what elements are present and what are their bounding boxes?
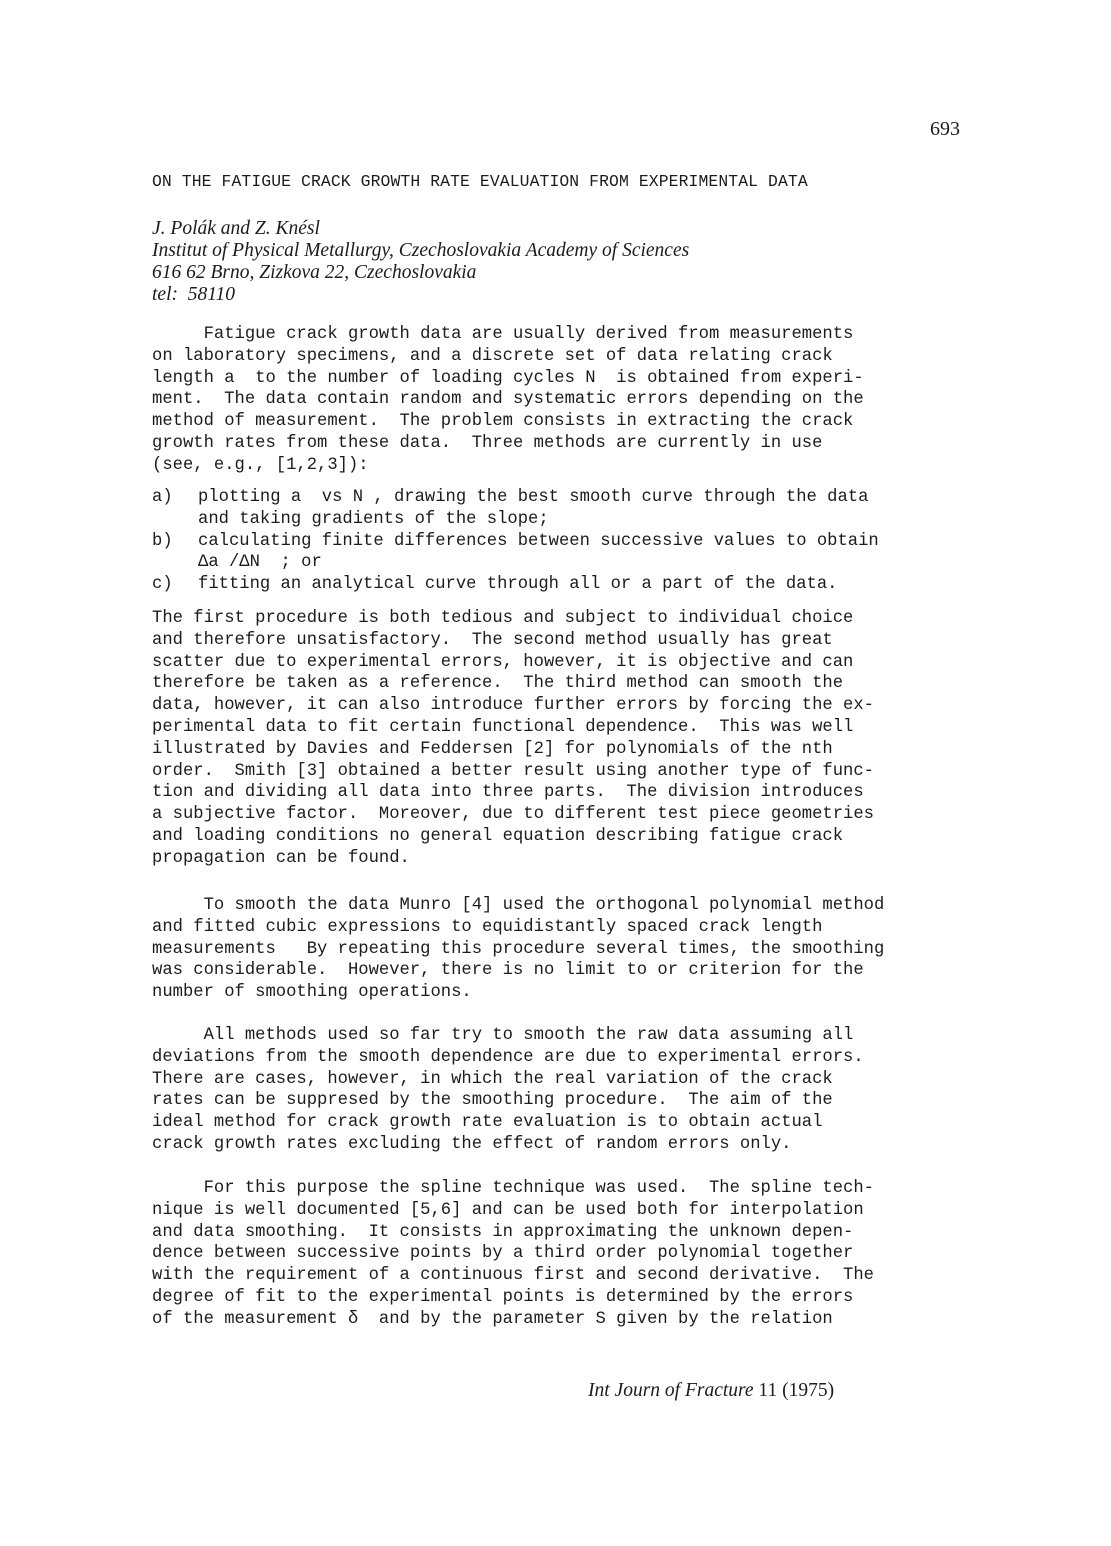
list-item-c <box>152 574 952 596</box>
text-line: rates can be suppresed by the smoothing procedure. The aim of the <box>152 1091 833 1111</box>
text-line: Fatigue crack growth data are usually derived from measurements <box>152 325 854 344</box>
text-line: with the requirement of a continuous first and second derivative. The <box>152 1266 874 1286</box>
paragraph-spline-technique <box>152 1178 952 1331</box>
methods-list <box>152 487 952 596</box>
text-line: and fitted cubic expressions to equidistantly spaced crack length <box>152 917 823 937</box>
paper-title: ON THE FATIGUE CRACK GROWTH RATE EVALUATION FROM EXPERIMENTAL DATA <box>152 172 808 191</box>
text-line: crack growth rates excluding the effect of random errors only. <box>152 1134 792 1154</box>
text-line: measurements By repeating this procedure several times, the smoothing <box>152 939 885 959</box>
text-line: Δa /ΔN ; or <box>198 553 322 573</box>
text-line: perimental data to fit certain functional dependence. This was well <box>152 717 854 737</box>
author-address: 616 62 Brno, Zizkova 22, Czechoslovakia <box>152 262 477 283</box>
text-line: and therefore unsatisfactory. The second method usually has great <box>152 630 833 650</box>
text-line: illustrated by Davies and Feddersen [2] for polynomials of the nth <box>152 739 833 759</box>
text-line: scatter due to experimental errors, however, it is objective and can <box>152 652 854 672</box>
text-line: on laboratory specimens, and a discrete set of data relating crack <box>152 346 833 366</box>
list-marker: a) <box>152 488 173 507</box>
page-number: 693 <box>930 118 960 140</box>
text-line: ideal method for crack growth rate evaluation is to obtain actual <box>152 1113 823 1133</box>
list-item-b <box>152 531 952 575</box>
text-line: degree of fit to the experimental points is determined by the errors <box>152 1287 854 1307</box>
text-line: was considerable. However, there is no limit to or criterion for the <box>152 961 864 981</box>
text-line: and loading conditions no general equation describing fatigue crack <box>152 826 844 846</box>
text-line: and data smoothing. It consists in approximating the unknown depen- <box>152 1222 854 1242</box>
text-line: order. Smith [3] obtained a better result using another type of func- <box>152 761 874 781</box>
text-line: To smooth the data Munro [4] used the orthogonal polynomial method <box>152 896 885 915</box>
author-block <box>152 218 689 306</box>
text-line: length a to the number of loading cycles N is obtained from experi- <box>152 368 864 388</box>
paragraph-munro-method <box>152 895 952 1004</box>
text-line: (see, e.g., [1,2,3]): <box>152 455 369 475</box>
text-line: calculating finite differences between successive values to obtain <box>198 531 879 551</box>
text-line: growth rates from these data. Three methods are currently in use <box>152 433 823 453</box>
text-line: There are cases, however, in which the real variation of the crack <box>152 1069 833 1089</box>
list-marker: c) <box>152 575 173 595</box>
text-line: plotting a vs N , drawing the best smooth curve through the data <box>198 488 869 507</box>
text-line: nique is well documented [5,6] and can be used both for interpolation <box>152 1200 864 1220</box>
journal-footer <box>588 1380 834 1402</box>
paragraph-smoothing-limits <box>152 1025 952 1156</box>
text-line: tion and dividing all data into three parts. The division introduces <box>152 783 864 803</box>
author-affiliation: Institut of Physical Metallurgy, Czechoslovakia Academy of Sciences <box>152 240 690 261</box>
journal-name: Int Journ of Fracture <box>588 1380 754 1401</box>
paragraph-introduction <box>152 324 952 477</box>
text-line: of the measurement δ and by the parameter S given by the relation <box>152 1309 833 1329</box>
text-line: and taking gradients of the slope; <box>198 509 549 529</box>
author-telephone: tel: 58110 <box>152 284 236 305</box>
text-line: data, however, it can also introduce further errors by forcing the ex- <box>152 696 874 716</box>
list-item-a <box>152 487 952 531</box>
text-line: dence between successive points by a third order polynomial together <box>152 1244 854 1264</box>
text-line: therefore be taken as a reference. The third method can smooth the <box>152 674 844 694</box>
list-marker: b) <box>152 531 173 551</box>
text-line: All methods used so far try to smooth the raw data assuming all <box>152 1026 854 1045</box>
paragraph-method-comparison <box>152 608 952 870</box>
text-line: The first procedure is both tedious and subject to individual choice <box>152 609 854 628</box>
text-line: propagation can be found. <box>152 848 410 868</box>
journal-volume-year: 11 (1975) <box>753 1380 835 1401</box>
text-line: a subjective factor. Moreover, due to different test piece geometries <box>152 805 874 825</box>
text-line: method of measurement. The problem consists in extracting the crack <box>152 412 854 432</box>
text-line: number of smoothing operations. <box>152 983 472 1003</box>
author-names: J. Polák and Z. Knésl <box>152 218 320 239</box>
text-line: ment. The data contain random and systematic errors depending on the <box>152 390 864 410</box>
text-line: fitting an analytical curve through all or a part of the data. <box>198 575 838 595</box>
text-line: For this purpose the spline technique was used. The spline tech- <box>152 1179 874 1198</box>
text-line: deviations from the smooth dependence are due to experimental errors. <box>152 1047 864 1067</box>
